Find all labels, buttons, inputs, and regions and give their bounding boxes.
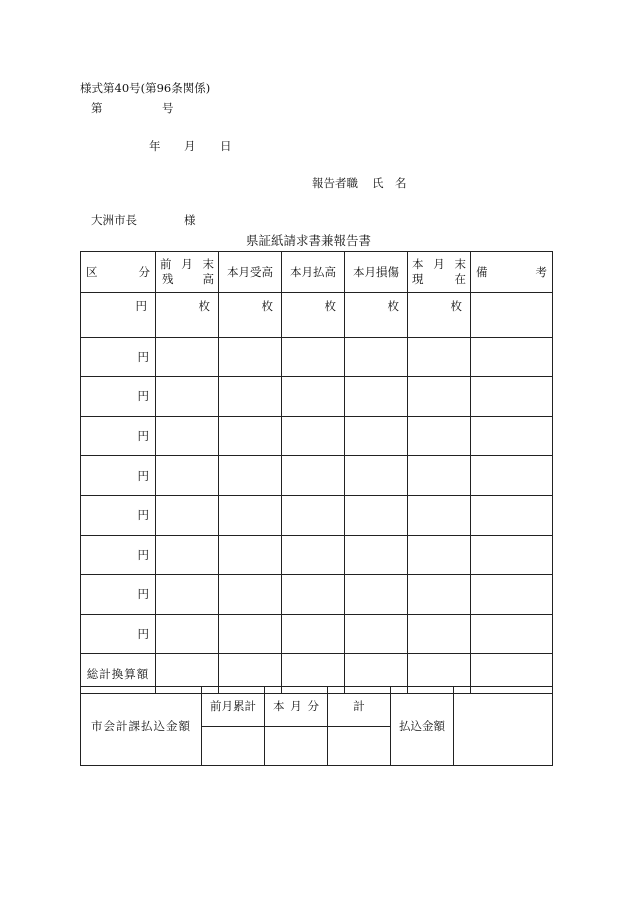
date-month: 月: [184, 139, 196, 153]
yen-unit: 円: [81, 337, 156, 377]
total-label: 総計換算額: [81, 654, 156, 694]
reporter-name-2: 名: [395, 176, 407, 190]
payment-prev-total: 前月累計: [202, 687, 265, 727]
date-day: 日: [220, 139, 232, 153]
table-row: [81, 377, 553, 417]
payment-table: [80, 686, 553, 766]
number-prefix: 第: [91, 101, 103, 115]
header-current: 本 月 末 現 在: [408, 252, 471, 293]
header-prev-balance: 前 月 末 残 高: [156, 252, 219, 293]
paid-amount-value: [454, 687, 553, 766]
document-title: 県証紙請求書兼報告書: [246, 233, 372, 248]
remarks-cell: [471, 293, 553, 338]
sheet-unit: 枚: [345, 293, 408, 338]
yen-unit: 円: [81, 293, 156, 338]
form-number: 様式第40号(第96条関係): [80, 81, 211, 95]
sheet-unit: 枚: [219, 293, 282, 338]
paid-amount-label: 払込金額: [391, 687, 454, 766]
yen-unit: 円: [81, 535, 156, 575]
payment-total: 計: [328, 687, 391, 727]
header-remarks: 備 考: [471, 252, 553, 293]
sheet-unit: 枚: [282, 293, 345, 338]
yen-unit: 円: [81, 495, 156, 535]
table-header-row: [81, 252, 553, 293]
number-suffix: 号: [162, 101, 174, 115]
date-year: 年: [149, 139, 161, 153]
payment-header-row: [81, 687, 553, 727]
yen-unit: 円: [81, 614, 156, 654]
payment-label: 市会計課払込金額: [81, 687, 202, 766]
table-row: [81, 293, 553, 338]
yen-unit: 円: [81, 456, 156, 496]
payment-this-month: 本 月 分: [265, 687, 328, 727]
header-received: 本月受高: [219, 252, 282, 293]
table-row: [81, 337, 553, 377]
sheet-unit: 枚: [408, 293, 471, 338]
table-row: [81, 575, 553, 615]
yen-unit: 円: [81, 377, 156, 417]
reporter-name-1: 氏: [372, 176, 384, 190]
header-category: 区 分: [81, 252, 156, 293]
yen-unit: 円: [81, 575, 156, 615]
header-damaged: 本月損傷: [345, 252, 408, 293]
header-paid: 本月払高: [282, 252, 345, 293]
yen-unit: 円: [81, 416, 156, 456]
table-row: [81, 535, 553, 575]
table-row: [81, 456, 553, 496]
addressee: 大洲市長: [91, 213, 137, 227]
table-row: [81, 416, 553, 456]
reporter-title: 報告者職: [312, 176, 358, 190]
table-row: [81, 495, 553, 535]
table-row: [81, 614, 553, 654]
honorific: 様: [184, 213, 196, 227]
stamp-report-table: [80, 251, 553, 694]
sheet-unit: 枚: [156, 293, 219, 338]
